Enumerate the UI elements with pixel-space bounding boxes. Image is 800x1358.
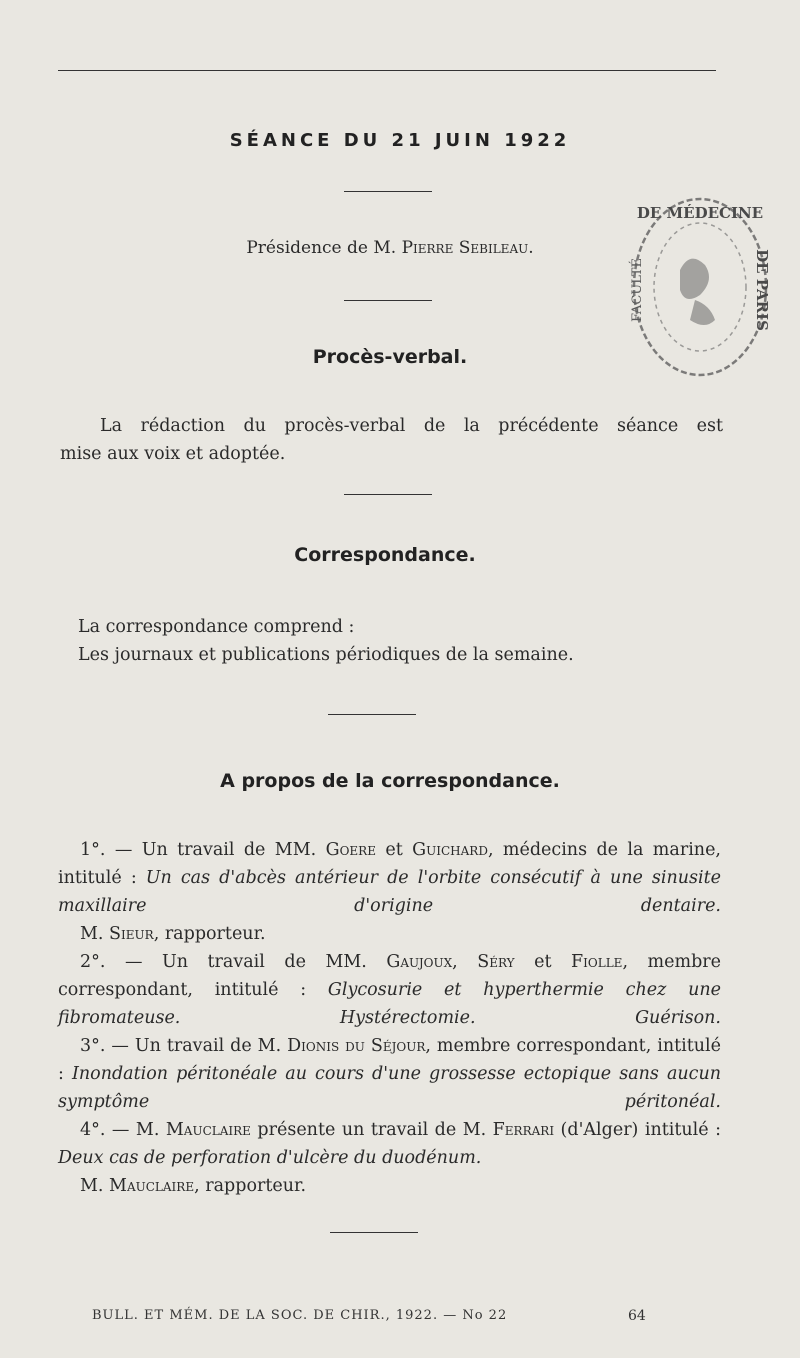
text-line: La rédaction du procès-verbal de la précédente séance est bbox=[100, 416, 723, 436]
divider-rule bbox=[330, 1232, 418, 1233]
a-propos-heading: A propos de la correspondance. bbox=[220, 770, 560, 792]
divider-rule bbox=[328, 714, 416, 715]
correspondance-text bbox=[78, 613, 723, 669]
author-name: Séry bbox=[477, 952, 515, 972]
item-text: , médecins de la marine, intitulé : bbox=[58, 840, 721, 888]
item-number: 2°. — Un travail de MM. bbox=[80, 952, 387, 972]
text-line: Les journaux et publications périodiques de la semaine. bbox=[78, 645, 574, 665]
work-title: Inondation péritonéale au cours d'une grossesse ectopique sans aucun symptôme péritonéal. bbox=[58, 1064, 721, 1112]
separator: , bbox=[452, 952, 478, 972]
presidence-suffix: . bbox=[528, 238, 534, 258]
item-number: 4°. — M. bbox=[80, 1120, 166, 1140]
item-3 bbox=[58, 1032, 721, 1116]
item-number: 1°. — Un travail de MM. bbox=[80, 840, 326, 860]
a-propos-items bbox=[58, 836, 721, 1200]
proces-verbal-text bbox=[60, 412, 723, 468]
work-title: Deux cas de perforation d'ulcère du duodénum. bbox=[58, 1148, 482, 1168]
top-rule bbox=[58, 70, 716, 71]
stamp-text-top: DE MÉDECINE bbox=[636, 204, 764, 222]
item-text: présente un travail de M. bbox=[250, 1120, 493, 1140]
conjunction: et bbox=[375, 840, 413, 860]
page-number: 64 bbox=[628, 1308, 646, 1324]
work-title: Glycosurie et hyperthermie chez une fibromateuse. Hystérectomie. Guérison. bbox=[58, 980, 721, 1028]
item-1 bbox=[58, 836, 721, 920]
divider-rule bbox=[344, 494, 432, 495]
rapporteur-name: Mauclaire bbox=[109, 1176, 195, 1196]
divider-rule bbox=[344, 191, 432, 192]
rapporteur-line bbox=[58, 1172, 721, 1200]
item-text: (d'Alger) intitulé : bbox=[554, 1120, 721, 1140]
text-line: mise aux voix et adoptée. bbox=[60, 444, 286, 464]
presidence-prefix: Présidence de M. bbox=[246, 238, 402, 258]
author-name: Dionis du Séjour bbox=[287, 1036, 426, 1056]
item-text: , membre correspondant, intitulé : bbox=[58, 1036, 721, 1084]
rapporteur-name: Sieur bbox=[109, 924, 154, 944]
rapporteur-line bbox=[58, 920, 721, 948]
rapporteur-suffix: , rapporteur. bbox=[153, 924, 266, 944]
author-name: Guichard bbox=[412, 840, 488, 860]
stamp-text-left: FACULTÉ bbox=[630, 258, 645, 322]
rapporteur-suffix: , rapporteur. bbox=[194, 1176, 307, 1196]
rapporteur-prefix: M. bbox=[80, 1176, 110, 1196]
author-name: Goere bbox=[325, 840, 376, 860]
correspondance-heading: Correspondance. bbox=[294, 544, 476, 566]
item-text: , membre correspondant, intitulé : bbox=[58, 952, 721, 1000]
work-title: Un cas d'abcès antérieur de l'orbite consécutif à une sinusite maxillaire d'origine dentaire. bbox=[58, 868, 721, 916]
item-4 bbox=[58, 1116, 721, 1172]
author-name: Mauclaire bbox=[165, 1120, 251, 1140]
text-line: La correspondance comprend : bbox=[78, 617, 355, 637]
author-name: Gaujoux bbox=[386, 952, 453, 972]
rapporteur-prefix: M. bbox=[80, 924, 110, 944]
proces-verbal-heading: Procès-verbal. bbox=[312, 346, 468, 368]
president-name: Pierre Sebileau bbox=[401, 238, 529, 258]
stamp-text-right: DE PARIS bbox=[753, 249, 771, 331]
library-stamp-icon bbox=[625, 190, 775, 385]
conjunction: et bbox=[514, 952, 572, 972]
item-2 bbox=[58, 948, 721, 1032]
footer-citation: BULL. ET MÉM. DE LA SOC. DE CHIR., 1922. — No 22 bbox=[92, 1308, 508, 1323]
author-name: Fiolle bbox=[571, 952, 623, 972]
item-number: 3°. — Un travail de M. bbox=[80, 1036, 288, 1056]
divider-rule bbox=[344, 300, 432, 301]
seance-title: SÉANCE DU 21 JUIN 1922 bbox=[229, 130, 571, 151]
author-name: Ferrari bbox=[492, 1120, 555, 1140]
